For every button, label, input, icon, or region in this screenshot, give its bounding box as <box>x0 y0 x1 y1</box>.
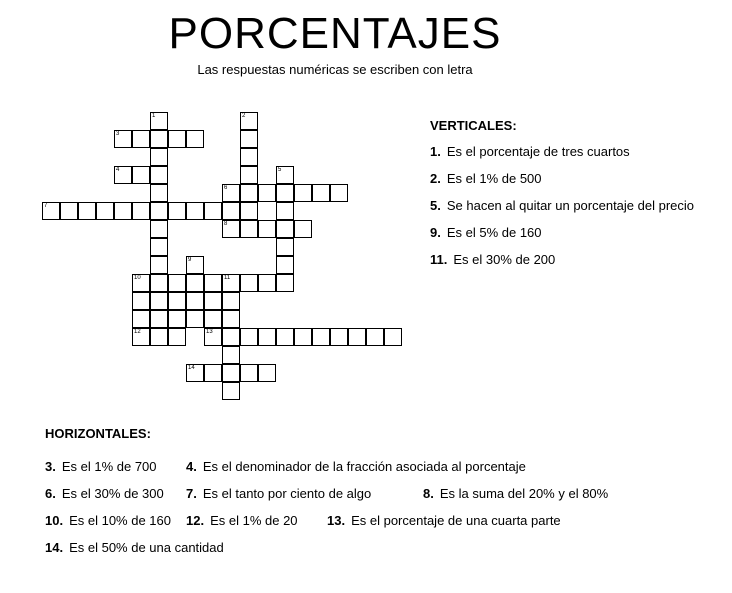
crossword-cell[interactable] <box>150 328 168 346</box>
vertical-clue-11 <box>430 252 555 267</box>
clue-text: Es el denominador de la fracción asociada al porcentaje <box>202 459 526 474</box>
crossword-cell[interactable] <box>240 184 258 202</box>
crossword-cell[interactable] <box>240 364 258 382</box>
crossword-cell[interactable] <box>186 364 204 382</box>
crossword-cell[interactable] <box>222 346 240 364</box>
crossword-cell[interactable] <box>222 310 240 328</box>
clue-number: 14. <box>45 540 64 555</box>
crossword-cell[interactable] <box>132 274 150 292</box>
crossword-cell[interactable] <box>294 328 312 346</box>
cell-number: 4 <box>116 167 120 173</box>
crossword-cell[interactable] <box>204 364 222 382</box>
crossword-cell[interactable] <box>132 292 150 310</box>
crossword-cell[interactable] <box>150 130 168 148</box>
crossword-cell[interactable] <box>240 130 258 148</box>
crossword-cell[interactable] <box>204 202 222 220</box>
crossword-cell[interactable] <box>276 328 294 346</box>
cell-number: 14 <box>188 365 195 371</box>
crossword-cell[interactable] <box>168 274 186 292</box>
vertical-clue-5 <box>430 198 694 213</box>
crossword-cell[interactable] <box>240 202 258 220</box>
crossword-cell[interactable] <box>294 184 312 202</box>
clue-number: 5. <box>430 198 441 213</box>
clue-text: Se hacen al quitar un porcentaje del precio <box>446 198 695 213</box>
crossword-cell[interactable] <box>258 328 276 346</box>
crossword-cell[interactable] <box>132 130 150 148</box>
crossword-cell[interactable] <box>258 364 276 382</box>
crossword-cell[interactable] <box>240 274 258 292</box>
crossword-cell[interactable] <box>132 310 150 328</box>
cell-number: 6 <box>224 185 228 191</box>
crossword-cell[interactable] <box>150 148 168 166</box>
clue-text: Es el 1% de 20 <box>210 513 298 528</box>
crossword-cell[interactable] <box>204 274 222 292</box>
crossword-cell[interactable] <box>168 310 186 328</box>
crossword-cell[interactable] <box>276 184 294 202</box>
horizontal-clue-12 <box>186 513 298 528</box>
clue-number: 4. <box>186 459 197 474</box>
cell-number: 9 <box>188 257 192 263</box>
crossword-cell[interactable] <box>240 112 258 130</box>
clue-text: Es el porcentaje de una cuarta parte <box>351 513 561 528</box>
clue-text: Es el porcentaje de tres cuartos <box>446 144 630 159</box>
crossword-cell[interactable] <box>186 292 204 310</box>
crossword-cell[interactable] <box>294 220 312 238</box>
crossword-cell[interactable] <box>258 220 276 238</box>
crossword-cell[interactable] <box>150 112 168 130</box>
crossword-cell[interactable] <box>186 202 204 220</box>
crossword-cell[interactable] <box>222 292 240 310</box>
crossword-cell[interactable] <box>366 328 384 346</box>
crossword-cell[interactable] <box>132 202 150 220</box>
clue-number: 7. <box>186 486 197 501</box>
crossword-cell[interactable] <box>168 202 186 220</box>
vertical-clue-2 <box>430 171 542 186</box>
crossword-cell[interactable] <box>384 328 402 346</box>
crossword-cell[interactable] <box>222 328 240 346</box>
horizontal-clue-13 <box>327 513 561 528</box>
crossword-cell[interactable] <box>276 220 294 238</box>
crossword-cell[interactable] <box>150 238 168 256</box>
horizontal-clue-8 <box>423 486 608 501</box>
clue-text: Es el 1% de 700 <box>61 459 157 474</box>
crossword-cell[interactable] <box>114 202 132 220</box>
crossword-cell[interactable] <box>330 328 348 346</box>
cell-number: 8 <box>224 221 228 227</box>
clue-number: 3. <box>45 459 56 474</box>
crossword-cell[interactable] <box>312 184 330 202</box>
crossword-cell[interactable] <box>240 166 258 184</box>
crossword-cell[interactable] <box>168 130 186 148</box>
clue-text: Es el 30% de 300 <box>61 486 164 501</box>
crossword-cell[interactable] <box>348 328 366 346</box>
horizontal-clue-3 <box>45 459 157 474</box>
crossword-cell[interactable] <box>222 382 240 400</box>
cell-number: 5 <box>278 167 282 173</box>
crossword-cell[interactable] <box>222 202 240 220</box>
crossword-cell[interactable] <box>276 166 294 184</box>
crossword-cell[interactable] <box>330 184 348 202</box>
crossword-cell[interactable] <box>222 184 240 202</box>
crossword-cell[interactable] <box>204 292 222 310</box>
crossword-cell[interactable] <box>150 166 168 184</box>
horizontales-header: HORIZONTALES: <box>45 426 151 441</box>
crossword-cell[interactable] <box>42 202 60 220</box>
crossword-cell[interactable] <box>132 166 150 184</box>
cell-number: 3 <box>116 131 120 137</box>
crossword-cell[interactable] <box>204 310 222 328</box>
vertical-clue-9 <box>430 225 542 240</box>
cell-number: 12 <box>134 329 141 335</box>
crossword-cell[interactable] <box>150 202 168 220</box>
crossword-cell[interactable] <box>276 202 294 220</box>
crossword-cell[interactable] <box>114 166 132 184</box>
crossword-cell[interactable] <box>240 220 258 238</box>
clue-number: 11. <box>430 252 448 267</box>
crossword-cell[interactable] <box>150 184 168 202</box>
clue-number: 6. <box>45 486 56 501</box>
clue-text: Es el 5% de 160 <box>446 225 542 240</box>
crossword-cell[interactable] <box>150 274 168 292</box>
horizontal-clue-7 <box>186 486 371 501</box>
verticales-header: VERTICALES: <box>430 118 517 133</box>
crossword-cell[interactable] <box>150 220 168 238</box>
crossword-cell[interactable] <box>222 220 240 238</box>
crossword-cell[interactable] <box>276 256 294 274</box>
horizontal-clue-6 <box>45 486 164 501</box>
crossword-cell[interactable] <box>114 130 132 148</box>
clue-text: Es el 10% de 160 <box>69 513 171 528</box>
crossword-cell[interactable] <box>96 202 114 220</box>
page-title: PORCENTAJES <box>168 9 502 58</box>
clue-text: Es el 30% de 200 <box>453 252 556 267</box>
clue-number: 2. <box>430 171 441 186</box>
clue-number: 1. <box>430 144 441 159</box>
crossword-cell[interactable] <box>258 184 276 202</box>
crossword-cell[interactable] <box>240 328 258 346</box>
clue-number: 12. <box>186 513 205 528</box>
clue-number: 13. <box>327 513 346 528</box>
clue-text: Es la suma del 20% y el 80% <box>439 486 609 501</box>
cell-number: 2 <box>242 113 246 119</box>
crossword-cell[interactable] <box>222 274 240 292</box>
crossword-cell[interactable] <box>222 364 240 382</box>
crossword-cell[interactable] <box>186 256 204 274</box>
cell-number: 10 <box>134 275 141 281</box>
crossword-cell[interactable] <box>276 238 294 256</box>
clue-text: Es el 50% de una cantidad <box>69 540 224 555</box>
crossword-cell[interactable] <box>240 148 258 166</box>
crossword-cell[interactable] <box>168 328 186 346</box>
cell-number: 7 <box>44 203 48 209</box>
crossword-cell[interactable] <box>258 274 276 292</box>
crossword-cell[interactable] <box>78 202 96 220</box>
crossword-cell[interactable] <box>132 328 150 346</box>
clue-number: 8. <box>423 486 434 501</box>
crossword-cell[interactable] <box>186 310 204 328</box>
horizontal-clue-4 <box>186 459 526 474</box>
page-subtitle: Las respuestas numéricas se escriben con letra <box>197 62 473 77</box>
clue-number: 10. <box>45 513 64 528</box>
crossword-cell[interactable] <box>150 256 168 274</box>
vertical-clue-1 <box>430 144 630 159</box>
cell-number: 13 <box>206 329 213 335</box>
crossword-cell[interactable] <box>150 310 168 328</box>
clue-text: Es el 1% de 500 <box>446 171 542 186</box>
crossword-cell[interactable] <box>204 328 222 346</box>
crossword-cell[interactable] <box>168 292 186 310</box>
cell-number: 11 <box>224 275 231 281</box>
horizontal-clue-10 <box>45 513 171 528</box>
crossword-cell[interactable] <box>276 274 294 292</box>
horizontal-clue-14 <box>45 540 224 555</box>
cell-number: 1 <box>152 113 156 119</box>
clue-text: Es el tanto por ciento de algo <box>202 486 372 501</box>
crossword-cell[interactable] <box>150 292 168 310</box>
crossword-cell[interactable] <box>312 328 330 346</box>
crossword-cell[interactable] <box>186 274 204 292</box>
crossword-cell[interactable] <box>60 202 78 220</box>
clue-number: 9. <box>430 225 441 240</box>
crossword-cell[interactable] <box>186 130 204 148</box>
